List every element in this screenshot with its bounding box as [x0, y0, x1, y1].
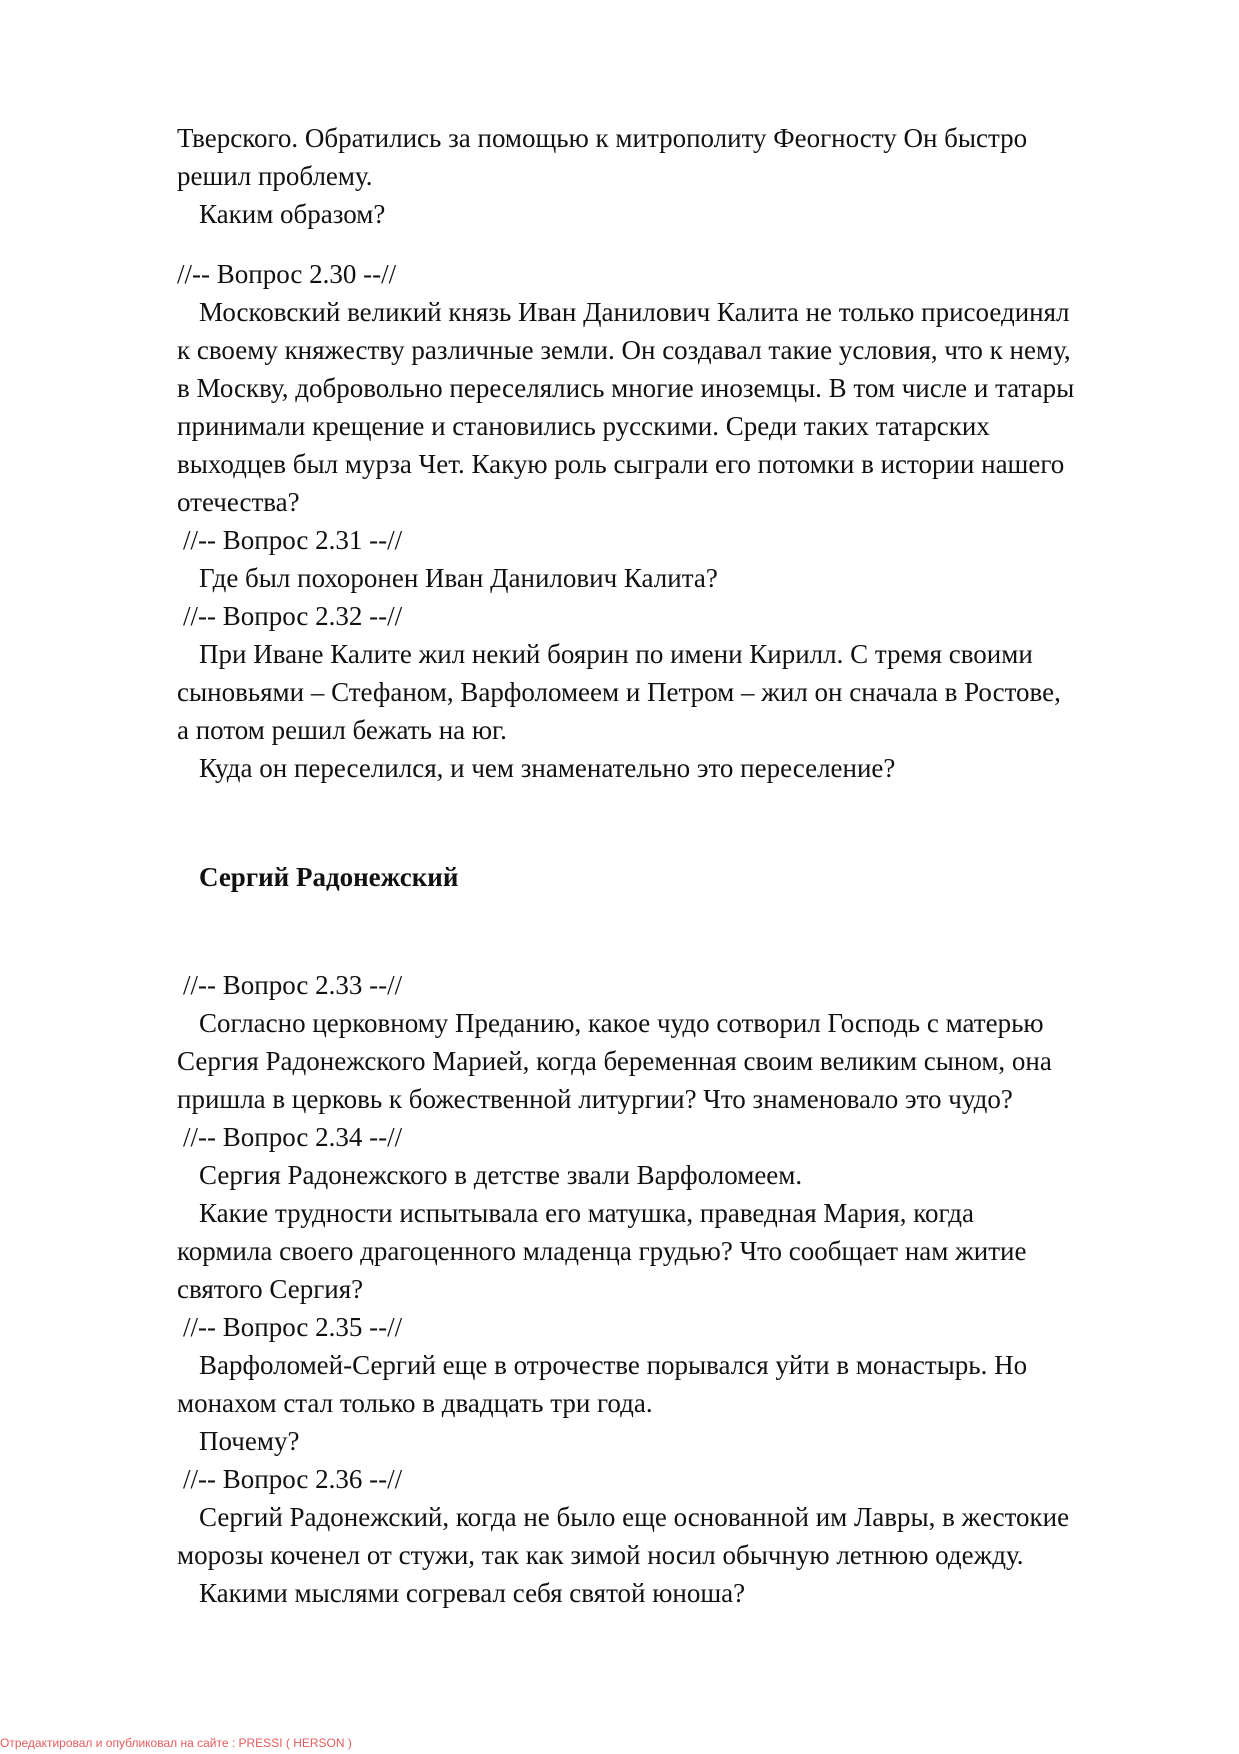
text-line: Тверского. Обратились за помощью к митрополиту Феогносту Он быстро	[177, 123, 1028, 153]
footer-credit: Отредактировал и опубликовал на сайте : PRESSI ( HERSON )	[0, 1736, 352, 1750]
question-marker: //-- Вопрос 2.35 --//	[183, 1312, 403, 1342]
text-line: к своему княжеству различные земли. Он создавал такие условия, что к нему,	[177, 335, 1071, 365]
text-line: отечества?	[177, 487, 300, 517]
text-line: Сергия Радонежского Марией, когда беременная своим великим сыном, она	[177, 1046, 1052, 1076]
text-line: Почему?	[199, 1426, 300, 1456]
question-marker: //-- Вопрос 2.31 --//	[183, 525, 403, 555]
text-line: Какими мыслями согревал себя святой юноша?	[199, 1578, 746, 1608]
text-line: морозы коченел от стужи, так как зимой носил обычную летнюю одежду.	[177, 1540, 1024, 1570]
text-line: Куда он переселился, и чем знаменательно это переселение?	[199, 753, 896, 783]
text-line: Каким образом?	[199, 199, 386, 229]
text-line: принимали крещение и становились русскими. Среди таких татарских	[177, 411, 990, 441]
text-line: монахом стал только в двадцать три года.	[177, 1388, 653, 1418]
text-line: сыновьями – Стефаном, Варфоломеем и Петром – жил он сначала в Ростове,	[177, 677, 1061, 707]
text-line: в Москву, добровольно переселялись многие иноземцы. В том числе и татары	[177, 373, 1075, 403]
question-marker: //-- Вопрос 2.36 --//	[183, 1464, 403, 1494]
text-line: Варфоломей-Сергий еще в отрочестве порывался уйти в монастырь. Но	[199, 1350, 1028, 1380]
text-line: Сергий Радонежский, когда не было еще основанной им Лавры, в жестокие	[199, 1502, 1070, 1532]
text-line: При Иване Калите жил некий боярин по имени Кирилл. С тремя своими	[199, 639, 1033, 669]
text-line: пришла в церковь к божественной литургии? Что знаменовало это чудо?	[177, 1084, 1013, 1114]
question-marker: //-- Вопрос 2.33 --//	[183, 970, 403, 1000]
text-line: Согласно церковному Преданию, какое чудо сотворил Господь с матерью	[199, 1008, 1044, 1038]
text-line: Какие трудности испытывала его матушка, праведная Мария, когда	[199, 1198, 974, 1228]
text-line: а потом решил бежать на юг.	[177, 715, 507, 745]
question-marker: //-- Вопрос 2.34 --//	[183, 1122, 403, 1152]
text-line: решил проблему.	[177, 161, 373, 191]
text-line: Где был похоронен Иван Данилович Калита?	[199, 563, 718, 593]
question-marker: //-- Вопрос 2.30 --//	[177, 259, 397, 289]
section-heading: Сергий Радонежский	[199, 862, 459, 892]
text-line: Сергия Радонежского в детстве звали Варфоломеем.	[199, 1160, 803, 1190]
text-line: Московский великий князь Иван Данилович Калита не только присоединял	[199, 297, 1070, 327]
text-line: святого Сергия?	[177, 1274, 364, 1304]
question-marker: //-- Вопрос 2.32 --//	[183, 601, 403, 631]
text-line: выходцев был мурза Чет. Какую роль сыграли его потомки в истории нашего	[177, 449, 1065, 479]
text-line: кормила своего драгоценного младенца грудью? Что сообщает нам житие	[177, 1236, 1027, 1266]
